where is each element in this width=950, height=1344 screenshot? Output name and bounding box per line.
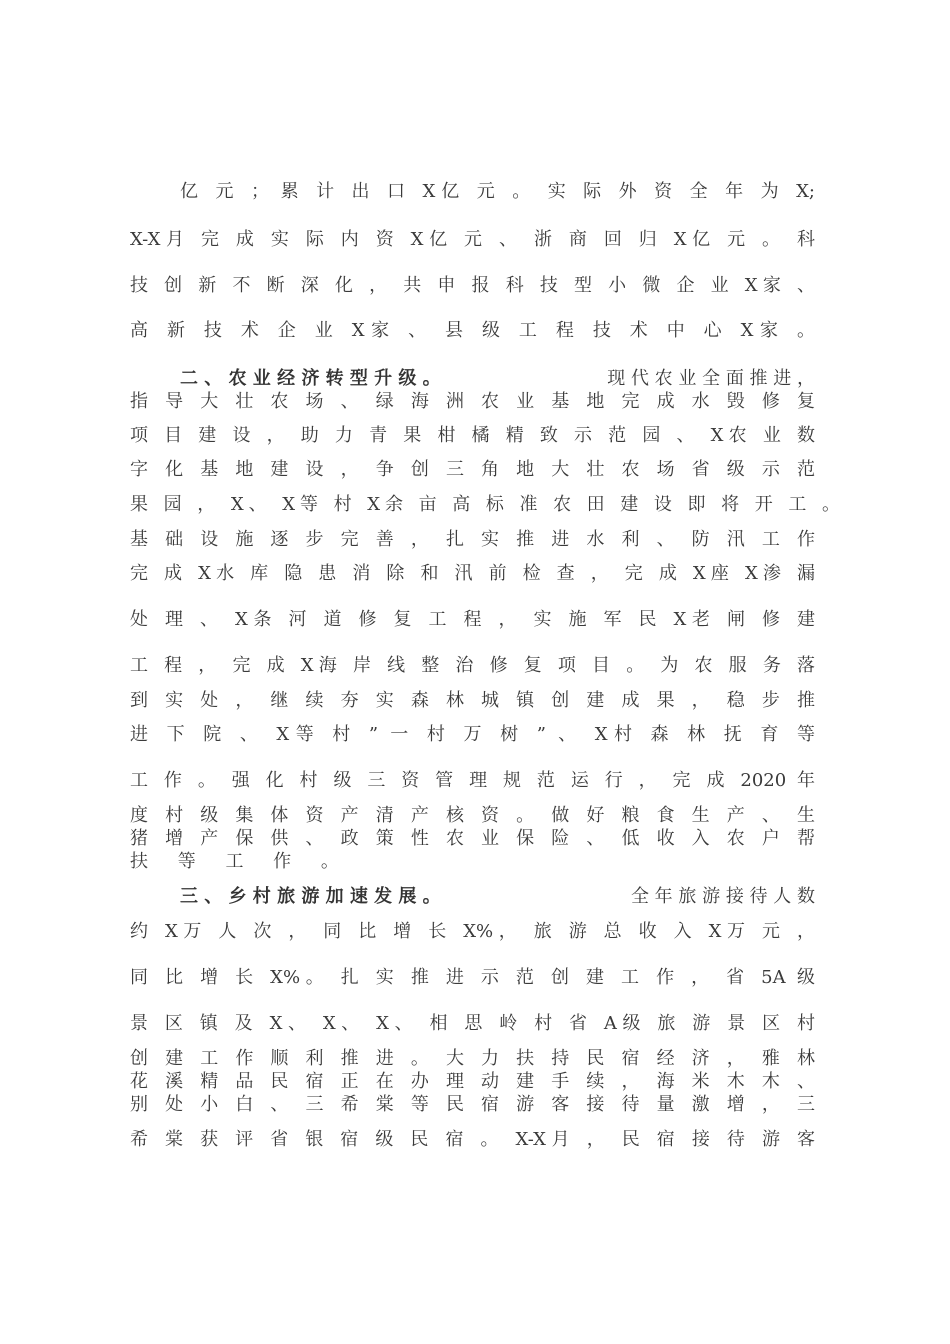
paragraph-2-line-1-text: 现 代 农 业 全 面 推 进 ， [607,368,815,389]
section-heading-agriculture: 二 、 农 业 经 济 转 型 升 级 。 [180,368,441,389]
paragraph-3-line-8: 希 棠 获 评 省 银 宿 级 民 宿 。 X-X月 ， 民 宿 接 待 游 客 [130,1129,815,1150]
paragraph-2-line-1 [180,368,815,390]
paragraph-3-line-6: 花 溪 精 品 民 宿 正 在 办 理 动 建 手 续 ， 海 米 木 木 、 [130,1071,815,1092]
paragraph-1-line-4: 高 新 技 术 企 业 X家 、 县 级 工 程 技 术 中 心 X家 。 [130,320,815,341]
paragraph-2-line-12: 工 作 。 强 化 村 级 三 资 管 理 规 范 运 行 ， 完 成 2020 年 [130,770,815,791]
paragraph-3-line-1-text: 全 年 旅 游 接 待 人 数 [630,886,815,907]
paragraph-1-line-3: 技 创 新 不 断 深 化 ， 共 申 报 科 技 型 小 微 企 业 X家 、 [130,275,815,296]
paragraph-3-line-7: 别 处 小 白 、 三 希 棠 等 民 宿 游 客 接 待 量 激 增 ， 三 [130,1094,815,1115]
paragraph-1-line-1: 亿 元 ； 累 计 出 口 X亿 元 。 实 际 外 资 全 年 为 X; [180,181,815,202]
paragraph-2-line-7: 完 成 X水 库 隐 患 消 除 和 汛 前 检 查 ， 完 成 X座 X渗 漏 [130,563,815,584]
paragraph-2-line-11: 进 下 院 、 X等 村 ” 一 村 万 树 ” 、 X村 森 林 抚 育 等 [130,724,815,745]
paragraph-2-line-5: 果 园 ， X、 X等 村 X余 亩 高 标 准 农 田 建 设 即 将 开 工 。 [130,494,840,515]
paragraph-3-line-3: 同 比 增 长 X%。 扎 实 推 进 示 范 创 建 工 作 ， 省 5A 级 [130,967,815,988]
paragraph-3-line-4: 景 区 镇 及 X、 X、 X、 相 思 岭 村 省 A级 旅 游 景 区 村 [130,1013,815,1034]
paragraph-3-line-2: 约 X万 人 次 ， 同 比 增 长 X%， 旅 游 总 收 入 X万 元 ， [130,921,815,942]
paragraph-2-line-9: 工 程 ， 完 成 X海 岸 线 整 治 修 复 项 目 。 为 农 服 务 落 [130,655,815,676]
paragraph-2-line-2: 指 导 大 壮 农 场 、 绿 海 洲 农 业 基 地 完 成 水 毁 修 复 [130,391,815,412]
paragraph-3-line-1 [180,886,815,908]
paragraph-2-line-13: 度 村 级 集 体 资 产 清 产 核 资 。 做 好 粮 食 生 产 、 生 [130,805,815,826]
paragraph-2-line-6: 基 础 设 施 逐 步 完 善 ， 扎 实 推 进 水 利 、 防 汛 工 作 [130,529,815,550]
paragraph-2-line-14: 猪 增 产 保 供 、 政 策 性 农 业 保 险 、 低 收 入 农 户 帮 [130,828,815,849]
paragraph-2-line-4: 字 化 基 地 建 设 ， 争 创 三 角 地 大 壮 农 场 省 级 示 范 [130,459,815,480]
paragraph-2-line-3: 项 目 建 设 ， 助 力 青 果 柑 橘 精 致 示 范 园 、 X农 业 数 [130,425,815,446]
paragraph-3-line-5: 创 建 工 作 顺 利 推 进 。 大 力 扶 持 民 宿 经 济 ， 雅 林 [130,1048,815,1069]
paragraph-2-line-8: 处 理 、 X条 河 道 修 复 工 程 ， 实 施 军 民 X老 闸 修 建 [130,609,815,630]
paragraph-1-line-2: X-X月 完 成 实 际 内 资 X亿 元 、 浙 商 回 归 X亿 元 。 科 [130,229,815,250]
section-heading-tourism: 三 、 乡 村 旅 游 加 速 发 展 。 [180,886,441,907]
paragraph-2-line-15: 扶 等 工 作 。 [130,851,351,872]
paragraph-2-line-10: 到 实 处 ， 继 续 夯 实 森 林 城 镇 创 建 成 果 ， 稳 步 推 [130,690,815,711]
